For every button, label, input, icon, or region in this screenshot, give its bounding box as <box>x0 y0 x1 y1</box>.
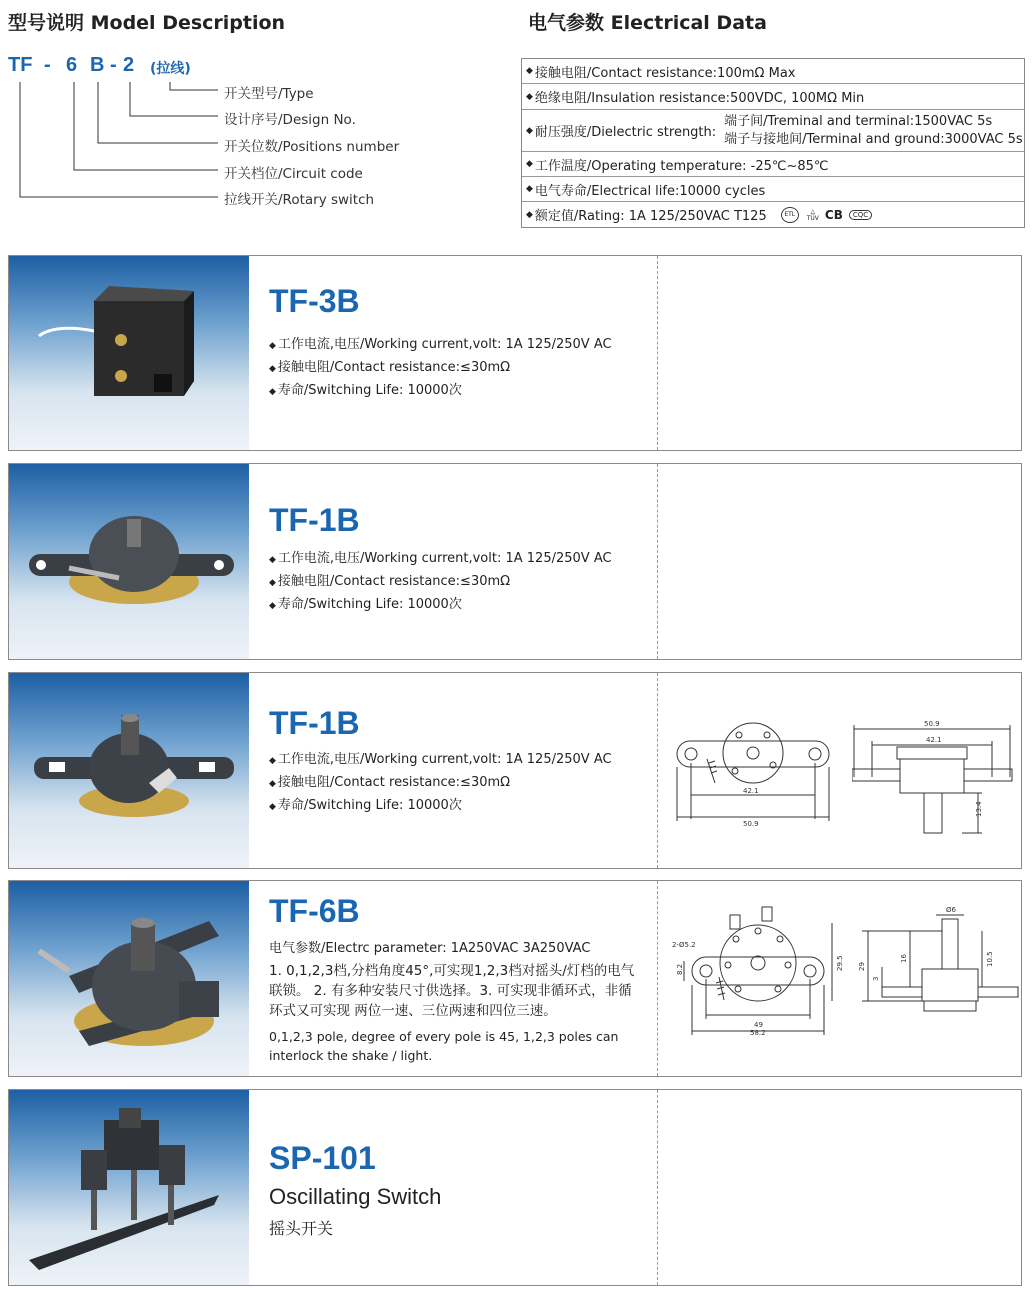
product-subtitle: Oscillating Switch <box>269 1184 442 1209</box>
label-circuit: 开关档位/Circuit code <box>224 166 363 182</box>
product-specs <box>269 334 612 403</box>
dim-label: 2-Ø5.2 <box>672 941 696 949</box>
table-row: ◆ 额定值/Rating: 1A 125/250VAC T125 ETL △ TÜV CB CQC <box>522 202 1024 227</box>
code-tf: TF <box>8 54 33 76</box>
dim-label: 29.5 <box>836 955 844 971</box>
code-6: 6 <box>66 54 78 76</box>
label-type: 开关型号/Type <box>224 86 314 102</box>
card-divider <box>657 256 658 450</box>
row-sub <box>724 113 1022 149</box>
dim-label: 42.1 <box>743 787 759 795</box>
code-2: 2 <box>123 54 135 76</box>
code-dash2: - <box>110 54 117 76</box>
switch-photo-icon <box>9 881 249 1078</box>
product-photo <box>9 464 249 659</box>
dim-label: 10.5 <box>986 951 994 967</box>
product-card-tf-1b <box>8 463 1022 660</box>
product-model: TF-6B <box>269 893 360 929</box>
spec-line: ◆ 接触电阻/Contact resistance:≤30mΩ <box>269 360 511 375</box>
row-text: 接触电阻/Contact resistance:100mΩ Max <box>534 65 796 81</box>
spec-text: 接触电阻/Contact resistance:≤30mΩ <box>277 360 511 375</box>
spec-line: ◆ 寿命/Switching Life: 10000次 <box>269 383 462 398</box>
spec-line: ◆ 接触电阻/Contact resistance:≤30mΩ <box>269 574 511 589</box>
electrical-data-title: 电气参数 Electrical Data <box>528 12 767 34</box>
product-card-sp-101 <box>8 1089 1022 1286</box>
tuv-label: TÜV <box>806 214 819 222</box>
model-description-title: 型号说明 Model Description <box>8 12 286 34</box>
spec-text: 工作电流,电压/Working current,volt: 1A 125/250V AC <box>277 337 612 352</box>
dim-label: 16 <box>900 954 908 963</box>
table-row: ◆ 工作温度/Operating temperature: -25℃~85℃ <box>522 152 1024 177</box>
spec-text: 接触电阻/Contact resistance:≤30mΩ <box>277 775 511 790</box>
switch-photo-icon <box>9 464 249 661</box>
row-text: 额定值/Rating: 1A 125/250VAC T125 <box>534 209 767 224</box>
code-dash: - <box>44 54 51 76</box>
table-row: ◆ 耐压强度/Dielectric strength: 端子间/Treminal and terminal:1500VAC 5s 端子与接地间/Terminal and ground:3000VAC 5s <box>522 110 1024 152</box>
etl-mark-icon: ETL <box>781 207 799 223</box>
product-model: TF-1B <box>269 502 360 538</box>
spec-text: 寿命/Switching Life: 10000次 <box>277 383 462 398</box>
spec-line: ◆ 寿命/Switching Life: 10000次 <box>269 597 462 612</box>
dim-label: 13.4 <box>975 801 983 817</box>
label-positions: 开关位数/Positions number <box>224 139 400 155</box>
product-subtitle-cn: 摇头开关 <box>269 1219 334 1238</box>
product-card-tf-1b-drawing <box>8 672 1022 869</box>
switch-photo-icon <box>9 1090 249 1287</box>
row-sub-1: 端子间/Treminal and terminal:1500VAC 5s <box>724 113 993 129</box>
product-card-tf-6b <box>8 880 1022 1077</box>
dim-label: 29 <box>858 962 866 971</box>
product-photo <box>9 256 249 450</box>
label-design-no: 设计序号/Design No. <box>224 112 356 128</box>
table-row: ◆ 接触电阻/Contact resistance:100mΩ Max <box>522 59 1024 84</box>
code-pull: (拉线) <box>150 61 191 77</box>
dim-label: 49 <box>754 1021 763 1029</box>
product-photo <box>9 1090 249 1285</box>
switch-photo-icon <box>9 673 249 870</box>
spec-text: 接触电阻/Contact resistance:≤30mΩ <box>277 574 511 589</box>
product-photo <box>9 673 249 868</box>
switch-photo-icon <box>9 256 249 452</box>
product-desc-en: 0,1,2,3 pole, degree of every pole is 45, 1,2,3 poles can interlock the shake / light. <box>269 1029 619 1063</box>
product-desc-cn: 1. 0,1,2,3档,分档角度45°,可实现1,2,3档对摇头/灯档的电气联锁。 2. 有多种安装尺寸供选择。3. 可实现非循环式，非循环式又可实现 两位一速、三位两速和四位三速。 <box>269 963 635 1019</box>
product-param: 电气参数/Electrc parameter: 1A250VAC 3A250VAC <box>269 941 591 956</box>
spec-text: 寿命/Switching Life: 10000次 <box>277 597 462 612</box>
card-divider <box>657 464 658 659</box>
spec-line: ◆ 工作电流,电压/Working current,volt: 1A 125/250V AC <box>269 337 612 352</box>
dim-label: Ø6 <box>946 907 956 914</box>
side-view-drawing-6b <box>852 907 1022 1027</box>
top-view-drawing <box>669 713 839 833</box>
product-model: TF-3B <box>269 283 360 319</box>
dim-label: 8.2 <box>676 963 684 975</box>
spec-text: 工作电流,电压/Working current,volt: 1A 125/250V AC <box>277 551 612 566</box>
dim-label: 42.1 <box>926 736 942 744</box>
row-text: 电气寿命/Electrical life:10000 cycles <box>534 183 766 199</box>
row-text: 耐压强度/Dielectric strength: <box>534 125 717 140</box>
dim-label: 50.9 <box>924 720 940 728</box>
card-divider <box>657 1090 658 1285</box>
cqc-mark-icon: CQC <box>849 210 872 220</box>
spec-line: ◆ 工作电流,电压/Working current,volt: 1A 125/250V AC <box>269 551 612 566</box>
electrical-data-table <box>521 58 1025 228</box>
product-model: TF-1B <box>269 705 360 741</box>
spec-line: ◆ 寿命/Switching Life: 10000次 <box>269 798 462 813</box>
product-specs <box>269 548 612 617</box>
dim-label: 58.2 <box>750 1029 766 1035</box>
spec-text: 工作电流,电压/Working current,volt: 1A 125/250V AC <box>277 752 612 767</box>
table-row: ◆ 电气寿命/Electrical life:10000 cycles <box>522 177 1024 202</box>
row-sub-2: 端子与接地间/Terminal and ground:3000VAC 5s <box>724 131 1023 147</box>
spec-line: ◆ 接触电阻/Contact resistance:≤30mΩ <box>269 775 511 790</box>
label-rotary: 拉线开关/Rotary switch <box>224 192 375 208</box>
row-text: 绝缘电阻/Insulation resistance:500VDC, 100MΩ Min <box>534 91 865 106</box>
model-code-connector-lines <box>0 76 230 206</box>
dim-label: 3 <box>872 976 880 981</box>
tuv-mark-icon: △ TÜV <box>806 207 819 222</box>
code-b: B <box>90 54 105 76</box>
spec-line: ◆ 工作电流,电压/Working current,volt: 1A 125/250V AC <box>269 752 612 767</box>
cb-mark: CB <box>824 207 843 222</box>
card-divider <box>657 673 658 868</box>
top-view-drawing-6b <box>664 905 844 1035</box>
card-divider <box>657 881 658 1076</box>
row-text: 工作温度/Operating temperature: -25℃~85℃ <box>534 158 829 174</box>
product-photo <box>9 881 249 1076</box>
product-card-tf-3b <box>8 255 1022 451</box>
side-view-drawing <box>852 717 1022 837</box>
product-specs <box>269 749 612 818</box>
spec-text: 寿命/Switching Life: 10000次 <box>277 798 462 813</box>
dim-label: 50.9 <box>743 820 759 828</box>
table-row: ◆ 绝缘电阻/Insulation resistance:500VDC, 100MΩ Min <box>522 84 1024 110</box>
product-model: SP-101 <box>269 1140 376 1176</box>
